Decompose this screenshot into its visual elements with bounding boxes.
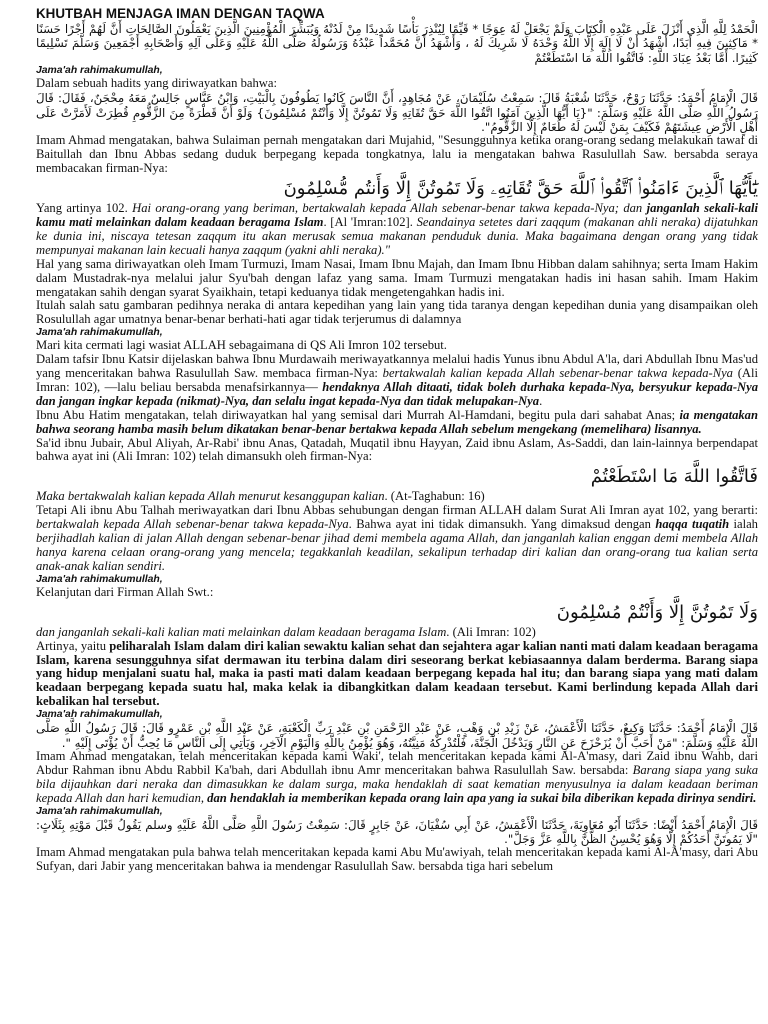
text-bold-italic: janganlah sekali-kali kamu mati melainkan dalam keadaan beragama Islam — [36, 201, 759, 229]
paragraph-13 — [36, 640, 758, 710]
paragraph-2 — [36, 202, 758, 258]
text-italic: Seandainya setetes dari zaqqum (makanan ahli neraka) dijatuhkan ke dunia ini, niscaya tetesan zaqqum itu akan merusak semua makanan penduduk dunia. Maka bagaimana dengan orang yang tidak mempunyai makanan lain kecuali hanya zaqqum (yakni ahli neraka)." — [36, 214, 759, 257]
section-greeting: Jama'ah rahimakumullah, — [36, 805, 163, 817]
paragraph-intro: Dalam sebuah hadits yang diriwayatkan bahwa: — [36, 76, 277, 91]
text-italic: dan janganlah sekali-kali kalian mati melainkan dalam keadaan beragama Islam — [36, 624, 447, 639]
text-span: Artinya, yaitu — [36, 638, 110, 653]
paragraph-5: Mari kita cermati lagi wasiat ALLAH sebagaimana di QS Ali Imron 102 tersebut. — [36, 338, 447, 353]
paragraph-15: Imam Ahmad mengatakan pula bahwa telah menceritakan kepada kami Abu Mu'awiyah, telah menceritakan kepada kami Al-A'masy, dari Abu Sufyan, dari Jabir yang menceritakan bahwa ia mendengar Rasulullah Saw. bersabda tiga hari sebelum — [36, 845, 758, 874]
paragraph-12 — [36, 626, 758, 640]
text-span: Ibnu Abu Hatim mengatakan, telah diriwayatkan hal yang semisal dari Murrah Al-Hamdani, begitu pula dari sahabat Anas; — [36, 407, 680, 422]
paragraph-9 — [36, 490, 758, 504]
section-greeting: Jama'ah rahimakumullah, — [36, 573, 163, 585]
paragraph-11: Kelanjutan dari Firman Allah Swt.: — [36, 584, 214, 599]
text-italic: Maka bertakwalah kalian kepada Allah menurut kesanggupan kalian — [36, 489, 385, 504]
text-italic: bertakwalah kepada Allah sebenar-benar takwa kepada-Nya — [36, 517, 349, 532]
paragraph-8: Sa'id ibnu Jubair, Abul Aliyah, Ar-Rabi' ibnu Anas, Qatadah, Muqatil ibnu Hayyan, Zaid ibnu Aslam, As-Saddi, dan lain-lainnya berpendapat bahwa ayat ini (Ali Imran: 102) telah dimansukh oleh firman-Nya: — [36, 435, 758, 464]
text-span: Imam Ahmad mengatakan, telah menceritakan kepada kami Waki', telah menceritakan kepada kami Al-A'masy, dari Zaid ibnu Wahb, dari Abdur Rahman ibnu Abdu Rabbil Ka'bah, dari Abdullah ibnu Amr menceritakan bahwa Rasulullah Saw. bersabda: — [36, 748, 758, 777]
text-span: Yang artinya 102. — [36, 201, 128, 216]
text-span: . — [539, 393, 543, 408]
hadith-arabic-2: قَالَ الْإِمَامُ أَحْمَدُ: حَدَّثَنَا وَكِيعٌ، حَدَّثَنَا الْأَعْمَشُ، عَنْ زَيْدِ بْنِ وَهْبٍ، عَنْ عَبْدِ الرَّحْمَنِ بْنِ عَبْدِ رَبِّ الْكَعْبَةِ، عَنْ عَبْدِ اللَّهِ بْنِ عَمْرٍو قَالَ: قَالَ رَسُولُ اللَّهِ صَلَّى اللَّهُ عَلَيْهِ وَسَلَّمَ: "مَنْ أَحَبَّ أَنْ يُزَحْزَحَ عَنِ النَّارِ وَيَدْخُلَ الْجَنَّةَ، فَلْتُدْرِكْهُ مَنِيَّتُهُ، وَهُوَ يُؤْمِنُ بِاللَّهِ وَالْيَوْمِ الْآخِرِ، وَيَأْتِي إِلَى النَّاسِ مَا يُحِبُّ أَنْ يُؤْتَى إِلَيْهِ ". — [36, 721, 758, 750]
verse-arabic-3: وَلَا تَمُوتُنَّ إِلَّا وَأَنْتُمْ مُسْلِمُونَ — [556, 601, 758, 623]
text-italic: berjihadlah kalian di jalan Allah dengan sebenar-benar jihad demi membela agama Allah, dan janganlah kalian enggan demi membela Allah hanya karena celaan orang-orang yang mencela; tegakkanlah keadilan, sekalipun terhadap diri kalian dan orang-orang tua kalian serta anak-anak kalian sendiri. — [36, 531, 758, 573]
paragraph-1: Imam Ahmad mengatakan, bahwa Sulaiman pernah mengatakan dari Mujahid, "Sesungguhnya ketika orang-orang sedang melakukan tawaf di Baitullah dan Ibnu Abbas sedang duduk berpegang kepada tongkatnya, lalu ia mengatakan bahwa Rasulullah Saw. bersabda seraya membacakan firman-Nya: — [36, 133, 758, 176]
text-span: . [Al 'Imran:102]. — [323, 214, 417, 229]
paragraph-10 — [36, 504, 758, 574]
text-bold-italic: haqqa tuqatih — [655, 517, 730, 532]
hadith-arabic-3: قَالَ الْإِمَامُ أَحْمَدُ أَيْضًا: حَدَّثَنَا أَبُو مُعَاوِيَةَ، حَدَّثَنَا الْأَعْمَشُ، عَنْ أَبِي سُفْيَانَ، عَنْ جَابِرٍ قَالَ: سَمِعْتُ رَسُولَ اللَّهِ صَلَّى اللَّهُ عَلَيْهِ وسلم يَقُولُ قَبْلَ مَوْتِهِ بِثَلَاثٍ: "لَا يَمُوتَنَّ أَحَدُكُمْ إِلَّا وَهُوَ يُحْسِنُ الظَّنَّ بِاللَّهِ عَزَّ وَجَلَّ". — [36, 817, 758, 846]
hadith-arabic-1: قَالَ الْإِمَامُ أَحْمَدُ: حَدَّثَنَا رَوْحٌ، حَدَّثَنَا شُعْبَةُ قَالَ: سَمِعْتُ سُلَيْمَانَ، عَنْ مُجَاهِدٍ، أَنَّ النَّاسَ كَانُوا يَطُوفُونَ بِالْبَيْتِ، وَابْنُ عَبَّاسٍ جَالِسٌ مَعَهُ مِحْجَنٌ، فَقَالَ: قَالَ رَسُولُ اللَّهِ صَلَّى اللَّهُ عَلَيْهِ وَسَلَّمَ: "{يَا أَيُّهَا الَّذِينَ آمَنُوا اتَّقُوا اللَّهَ حَقَّ تُقَاتِهِ وَلَا تَمُوتُنَّ إِلَّا وَأَنْتُمْ مُسْلِمُونَ} وَلَوْ أَنَّ قَطْرَةً مِنَ الزَّقُّومِ قُطِرَتْ لَأَمَرَّتْ عَلَى أَهْلِ الْأَرْضِ عِيشَتَهُمْ فَكَيْفَ بِمَنْ لَيْسَ لَهُ طَعَامٌ إِلَّا الزَّقُّومُ". — [36, 91, 758, 134]
text-span: Tetapi Ali ibnu Abu Talhah meriwayatkan dari Ibnu Abbas sehubungan dengan firman ALLAH dalam Surat Ali Imran ayat 102, yang berarti: — [36, 503, 758, 518]
text-bold-italic: ia mengatakan bahwa seorang hamba masih belum dikatakan benar-benar bertakwa kepada Allah sebelum mengekang (memelihara) lisannya. — [36, 407, 758, 436]
paragraph-6 — [36, 353, 758, 409]
text-span: . (At-Taghabun: 16) — [384, 489, 485, 504]
opening-arabic: الْحَمْدُ لِلَّهِ الَّذِي أَنْزَلَ عَلَى عَبْدِهِ الْكِتَابَ وَلَمْ يَجْعَلْ لَهُ عِوَجًا * قَيِّمًا لِيُنْذِرَ بَأْسًا شَدِيدًا مِنْ لَدُنْهُ وَيُبَشِّرَ الْمُؤْمِنِينَ الَّذِينَ يَعْمَلُونَ الصَّالِحَاتِ أَنَّ لَهُمْ أَجْرًا حَسَنًا * مَاكِثِينَ فِيهِ أَبَدًا، أَشْهَدُ أَنْ لَا إِلَهَ إِلَّا اللَّهُ وَحْدَهُ لَا شَرِيكَ لَهُ ، وَأَشْهَدُ أَنَّ مُحَمَّداً عَبْدُهُ وَرَسُولُهُ صَلَّى اللَّهُ عَلَيْهِ وَعَلَى آلِهِ وَأَصْحَابِهِ أَجْمَعِينَ وَسَلَّمَ تَسْلِيمًا كَثِيرًا. أَمَّا بَعْدُ عِبَادَ اللَّهِ: فَاتَّقُوا اللَّهَ مَا اسْتَطَعْتُمْ — [36, 22, 758, 65]
text-span: ialah — [729, 517, 758, 532]
paragraph-4: Itulah salah satu gambaran pedihnya neraka di antara kepedihan yang lain yang tida taranya dengan kepedihan dunia yang disampaikan oleh Rosulullah agar umatnya benar-benar berhati-hati agar tidak terjerumus di dalamnya — [36, 298, 758, 327]
text-span: (Ali Imran: 102), —lalu beliau bersabda menafsirkannya— — [36, 366, 758, 394]
document-title: KHUTBAH MENJAGA IMAN DENGAN TAQWA — [36, 6, 325, 21]
paragraph-7 — [36, 409, 758, 437]
text-italic: Barang siapa yang suka bila dijauhkan dari neraka dan dimasukkan ke dalam surga, maka hendaklah di saat kematian menyusulnya ia dalam keadaan beriman kepada Allah dan hari kemudian, — [36, 762, 758, 805]
text-bold-italic: dan hendaklah ia memberikan kepada orang lain apa yang ia sukai bila diberikan kepada dirinya sendiri. — [207, 790, 757, 805]
text-bold-italic: hendaknya Allah ditaati, tidak boleh durhaka kepada-Nya, bersyukur kepada-Nya dan jangan ingkar kepada (nikmat)-Nya, dan selalu ingat kepada-Nya dan tidak melupakan-Nya — [36, 379, 758, 408]
text-span: . Bahwa ayat ini tidak dimansukh. Yang dimaksud dengan — [348, 517, 656, 532]
text-italic: dan — [618, 201, 647, 216]
text-italic: Hai orang-orang yang beriman, bertakwalah kepada Allah sebenar-benar takwa kepada-Nya; — [127, 201, 619, 216]
text-bold: peliharalah Islam dalam diri kalian sewaktu kalian sehat dan sejahtera agar kalian nanti mati dalam keadaan beragama Islam, karena sesungguhnya sifat dermawan itu terbina dalam diri seseorang berkat kebiasaannya dalam berderma. Barang siapa yang hidup menjalani suatu hal, maka ia pasti mati dalam keadaan berpegang kepada hal itu; dan barang siapa yang mati dalam keadaan berpegang kepada suatu hal, maka kelak ia dibangkitkan dalam keadaan tersebut. Kami berlindung kepada Allah dari kebalikan hal tersebut. — [36, 638, 758, 709]
verse-arabic-1: يَٰٓأَيُّهَا ٱلَّذِينَ ءَامَنُوا۟ ٱتَّقُوا۟ ٱللَّهَ حَقَّ تُقَاتِهِۦ وَلَا تَمُوتُنَّ إِلَّا وَأَنتُم مُّسْلِمُونَ — [283, 178, 758, 200]
section-greeting: Jama'ah rahimakumullah, — [36, 709, 163, 721]
section-greeting: Jama'ah rahimakumullah, — [36, 327, 163, 339]
text-span: Dalam tafsir Ibnu Katsir dijelaskan bahwa Ibnu Murdawaih meriwayatkannya melalui hadis Yunus ibnu Abdul A'la, dari Abdullah Ibnu Mas'ud yang menceritakan bahwa Rasulullah Saw. membaca firman-Nya: — [36, 352, 758, 381]
section-greeting: Jama'ah rahimakumullah, — [36, 65, 163, 77]
text-span: . (Ali Imran: 102) — [446, 624, 536, 639]
paragraph-3: Hal yang sama diriwayatkan oleh Imam Turmuzi, Imam Nasai, Imam Ibnu Majah, dan Imam Ibnu Hibban dalam sahihnya; serta Imam Hakim dalam Mustadrak-nya melalui jalur Syu'bah dengan lafaz yang sama. Imam Turmuzi mengatakan hadis ini hasan sahih. Imam Hakim mengatakan sahih dengan syarat Syaikhain, tetapi keduanya tidak mengetengahkan hadis ini. — [36, 256, 758, 299]
paragraph-14 — [36, 750, 758, 806]
text-italic: bertakwalah kalian kepada Allah sebenar-benar takwa kepada-Nya — [382, 366, 733, 381]
verse-arabic-2: فَاتَّقُوا اللَّهَ مَا اسْتَطَعْتُمْ — [590, 466, 758, 488]
